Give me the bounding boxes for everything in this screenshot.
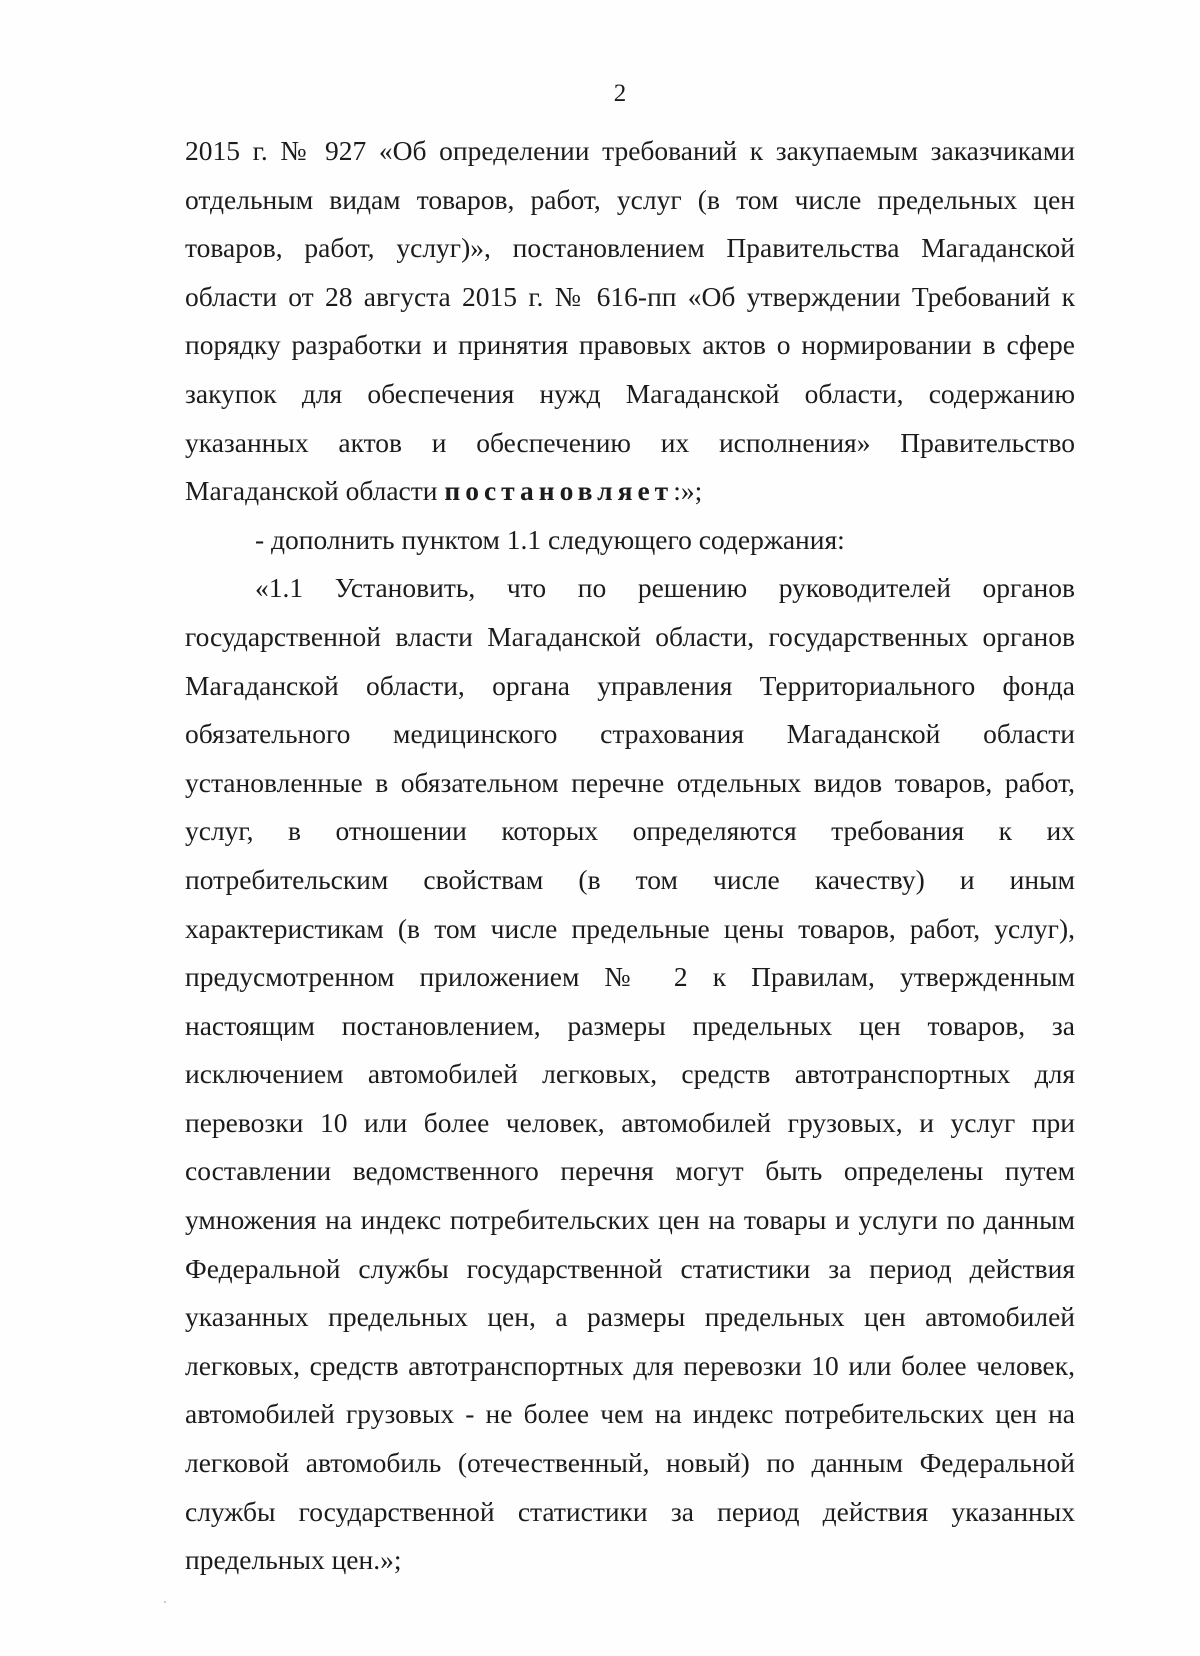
preamble-ending: :»; — [673, 475, 703, 507]
document-body — [185, 127, 1075, 1585]
resolution-keyword: постановляет — [444, 475, 674, 507]
scan-speck — [164, 1601, 166, 1603]
paragraph-preamble — [185, 127, 1075, 516]
paragraph-clause-1-1: «1.1 Установить, что по решению руководителей органов государственной власти Магаданской области, государственных органов Магаданской области, органа управления Территориального фонда обязательного медицинского страхования Магаданской области установленные в обязательном перечне отдельных видов товаров, работ, услуг, в отношении которых определяются требования к их потребительским свойствам (в том числе качеству) и иным характеристикам (в том числе предельные цены товаров, работ, услуг), предусмотренном приложением № 2 к Правилам, утвержденным настоящим постановлением, размеры предельных цен товаров, за исключением автомобилей легковых, средств автотранспортных для перевозки 10 или более человек, автомобилей грузовых, и услуг при составлении ведомственного перечня могут быть определены путем умножения на индекс потребительских цен на товары и услуги по данным Федеральной службы государственной статистики за период действия указанных предельных цен, а размеры предельных цен автомобилей легковых, средств автотранспортных для перевозки 10 или более человек, автомобилей грузовых - не более чем на индекс потребительских цен на легковой автомобиль (отечественный, новый) по данным Федеральной службы государственной статистики за период действия указанных предельных цен.»; — [185, 572, 1075, 1576]
page-number: 2 — [613, 80, 627, 107]
paragraph-amendment-intro: - дополнить пунктом 1.1 следующего содержания: — [255, 523, 845, 555]
preamble-text: 2015 г. № 927 «Об определении требований к закупаемым заказчиками отдельным видам товаров, работ, услуг (в том числе предельных цен товаров, работ, услуг)», постановлением Правительства Магаданской области от 28 августа 2015 г. № 616-пп «Об утверждении Требований к порядку разработки и принятия правовых актов о нормировании в сфере закупок для обеспечения нужд Магаданской области, содержанию указанных актов и обеспечению их исполнения» Правительство Магаданской области — [185, 135, 1075, 507]
